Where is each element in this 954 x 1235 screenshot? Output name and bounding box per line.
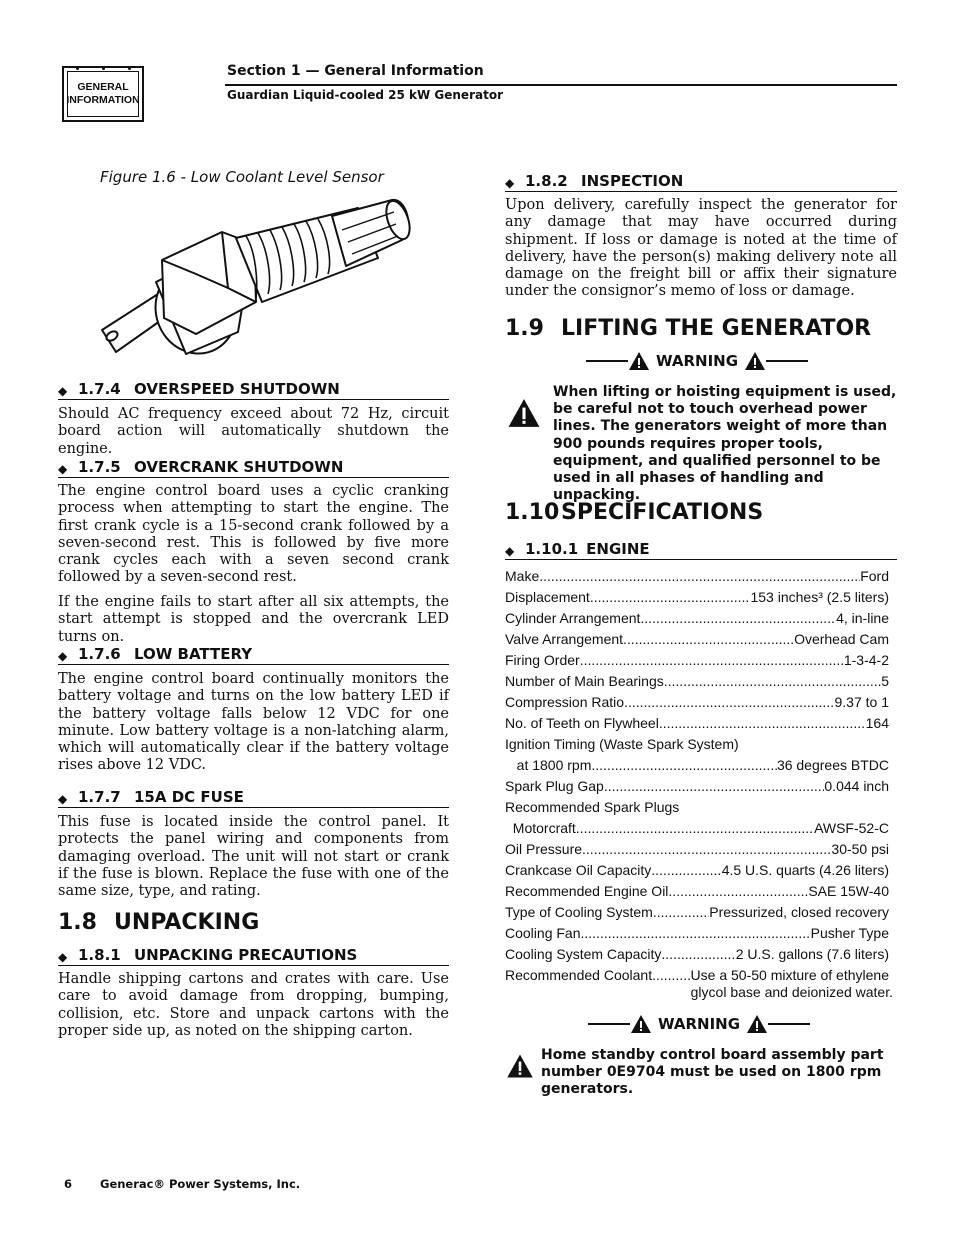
heading-1-8-2 [505, 170, 897, 192]
tab-label-line2: INFORMATION [66, 94, 140, 106]
warning-banner [586, 350, 808, 372]
section-title: ENGINE [586, 540, 650, 558]
spec-row [505, 839, 889, 860]
spec-row [505, 608, 889, 629]
spec-label: Make [505, 568, 540, 584]
spec-leader-dots [640, 608, 836, 629]
spec-value: 5 [881, 673, 889, 689]
spec-row [505, 734, 889, 755]
spec-value: 36 degrees BTDC [776, 757, 889, 773]
warning-triangle-icon [507, 396, 541, 430]
spec-label: Ignition Timing (Waste Spark System) [505, 736, 739, 752]
section-title: INSPECTION [581, 172, 684, 190]
diamond-bullet-icon: ◆ [505, 176, 515, 190]
section-number: 1.7.6 [78, 645, 121, 663]
section-title: OVERCRANK SHUTDOWN [134, 458, 344, 476]
spec-row [505, 860, 889, 881]
spec-label: Recommended Engine Oil [505, 883, 669, 899]
heading-1-10-1 [505, 538, 897, 560]
warning-banner [588, 1013, 810, 1035]
spec-value: 2 U.S. gallons (7.6 liters) [735, 946, 889, 962]
spec-label: Cooling System Capacity [505, 946, 662, 962]
section-title: LOW BATTERY [134, 645, 253, 663]
spec-leader-dots [582, 839, 831, 860]
warning-triangle-icon [746, 1014, 768, 1034]
sensor-illustration [96, 192, 416, 362]
section-number: 1.9 [505, 316, 544, 341]
spec-leader-dots [624, 692, 834, 713]
spec-row [505, 965, 889, 986]
spec-label: Cooling Fan [505, 925, 581, 941]
spec-row [505, 671, 889, 692]
spec-row [505, 797, 889, 818]
spec-label: Recommended Spark Plugs [505, 799, 680, 815]
spec-leader-dots [661, 944, 735, 965]
spec-row [505, 692, 889, 713]
section-number: 1.8.1 [78, 946, 121, 964]
spec-label: Recommended Coolant [505, 967, 653, 983]
header-rule [225, 84, 897, 86]
spec-value: 9.37 to 1 [834, 694, 889, 710]
spec-leader-dots [653, 902, 709, 923]
spec-label: Motorcraft [505, 820, 576, 836]
warning-rule [586, 360, 628, 362]
spec-row [505, 713, 889, 734]
section-number: 1.10 [505, 500, 560, 525]
warning-label: WARNING [658, 1015, 741, 1033]
section-number: 1.7.7 [78, 788, 121, 806]
spec-value: 164 [865, 715, 889, 731]
spec-value: 4, in-line [836, 610, 889, 626]
spec-label: Cylinder Arrangement [505, 610, 641, 626]
section-title: LIFTING THE GENERATOR [561, 316, 872, 341]
spec-row [505, 587, 889, 608]
heading-1-8 [58, 910, 259, 935]
spec-label: Valve Arrangement [505, 631, 624, 647]
paragraph-unpacking: Handle shipping cartons and crates with care. Use care to avoid damage from dropping, bumping, collision, etc. Store and unpack cartons with the proper side up, as noted on the shipping carton. [58, 971, 449, 1039]
section-number: 1.7.4 [78, 380, 121, 398]
warning-label: WARNING [656, 352, 739, 370]
spec-value: 1-3-4-2 [843, 652, 889, 668]
spec-leader-dots [580, 650, 844, 671]
section-title: UNPACKING [114, 910, 260, 935]
spec-row [505, 923, 889, 944]
warning-control-board-text: Home standby control board assembly part number 0E9704 must be used on 1800 rpm generators. [541, 1047, 884, 1098]
paragraph-dc-fuse: This fuse is located inside the control panel. It protects the panel wiring and components from damaging overload. The unit will not start or crank if the fuse is blown. Replace the fuse with one of the same size, type, and rating. [58, 814, 449, 900]
diamond-bullet-icon: ◆ [58, 462, 68, 476]
spec-row [505, 902, 889, 923]
section-number: 1.7.5 [78, 458, 121, 476]
diamond-bullet-icon: ◆ [58, 384, 68, 398]
spec-leader-dots [581, 923, 811, 944]
spec-value: 153 inches³ (2.5 liters) [750, 589, 889, 605]
section-title: Section 1 — General Information [227, 63, 484, 79]
tab-label-line1: GENERAL [77, 81, 129, 93]
spec-leader-dots [664, 671, 881, 692]
spec-row [505, 629, 889, 650]
spec-label: Crankcase Oil Capacity [505, 862, 652, 878]
spec-leader-dots [652, 965, 690, 986]
warning-triangle-icon [744, 351, 766, 371]
paragraph-inspection: Upon delivery, carefully inspect the generator for any damage that may have occurred during shipment. If loss or damage is noted at the time of delivery, have the person(s) making delivery note all damage on the freight bill or affix their signature under the consignor’s memo of loss or damage. [505, 197, 897, 300]
heading-1-10 [505, 500, 763, 525]
warning-lifting-text: When lifting or hoisting equipment is used, be careful not to touch overhead power lines. The generators weight of more than 900 pounds requires proper tools, equipment, and qualified personnel to be used in all phases of handling and unpacking. [553, 384, 897, 504]
tab-dot [76, 67, 79, 70]
spec-row [505, 755, 889, 776]
spec-value: Pressurized, closed recovery [709, 904, 889, 920]
tab-dot [102, 67, 105, 70]
heading-1-7-5 [58, 456, 449, 478]
paragraph-overcrank-2: If the engine fails to start after all six attempts, the start attempt is stopped and the overcrank LED turns on. [58, 594, 449, 645]
spec-value: Pusher Type [810, 925, 889, 941]
warning-triangle-icon [506, 1053, 534, 1079]
spec-leader-dots [651, 860, 721, 881]
spec-leader-dots [590, 587, 751, 608]
page-footer [64, 1177, 300, 1191]
warning-rule [766, 360, 808, 362]
spec-value: 30-50 psi [831, 841, 889, 857]
spec-value: Overhead Cam [794, 631, 889, 647]
spec-label: Oil Pressure [505, 841, 583, 857]
spec-leader-dots [539, 566, 860, 587]
diamond-bullet-icon: ◆ [58, 792, 68, 806]
spec-leader-dots [668, 881, 808, 902]
spec-leader-dots [623, 629, 794, 650]
heading-1-7-4 [58, 378, 449, 400]
section-number: 1.10.1 [525, 540, 579, 558]
page-number: 6 [64, 1177, 73, 1191]
spec-leader-dots [659, 713, 866, 734]
figure-caption: Figure 1.6 - Low Coolant Level Sensor [100, 168, 384, 186]
diamond-bullet-icon: ◆ [58, 950, 68, 964]
spec-label: at 1800 rpm [505, 757, 592, 773]
section-number: 1.8 [58, 910, 97, 935]
document-subtitle: Guardian Liquid-cooled 25 kW Generator [227, 88, 503, 102]
spec-label: Number of Main Bearings [505, 673, 664, 689]
heading-1-8-1 [58, 944, 449, 966]
spec-label: Type of Cooling System [505, 904, 653, 920]
spec-value: Use a 50-50 mixture of ethylene [690, 967, 889, 983]
spec-value: AWSF-52-C [814, 820, 889, 836]
spec-label: No. of Teeth on Flywheel [505, 715, 659, 731]
spec-row [505, 650, 889, 671]
paragraph-overspeed: Should AC frequency exceed about 72 Hz, circuit board action will automatically shutdown the engine. [58, 406, 449, 457]
section-tab [62, 66, 144, 122]
spec-label: Displacement [505, 589, 590, 605]
spec-label: Firing Order [505, 652, 580, 668]
section-title: SPECIFICATIONS [561, 500, 764, 525]
company-name: Generac® Power Systems, Inc. [100, 1177, 301, 1191]
warning-rule [768, 1023, 810, 1025]
spec-value: SAE 15W-40 [808, 883, 889, 899]
warning-triangle-icon [628, 351, 650, 371]
diamond-bullet-icon: ◆ [58, 649, 68, 663]
spec-row [505, 881, 889, 902]
spec-leader-dots [604, 776, 825, 797]
spec-value: Ford [860, 568, 889, 584]
spec-row [505, 566, 889, 587]
spec-label: Spark Plug Gap [505, 778, 604, 794]
section-title: 15A DC FUSE [134, 788, 244, 806]
spec-row [505, 818, 889, 839]
heading-1-9 [505, 316, 871, 341]
paragraph-overcrank-1: The engine control board uses a cyclic cranking process when attempting to start the engine. The first crank cycle is a 15-second crank followed by a seven-second rest. This is followed by five more crank cycles each with a seven second crank followed by a seven-second rest. [58, 483, 449, 586]
diamond-bullet-icon: ◆ [505, 544, 515, 558]
spec-value: 4.5 U.S. quarts (4.26 liters) [721, 862, 889, 878]
paragraph-low-battery: The engine control board continually monitors the battery voltage and turns on the low battery LED if the battery voltage falls below 12 VDC for one minute. Low battery voltage is a non-latching alarm, which will automatically clear if the battery voltage rises above 12 VDC. [58, 671, 449, 774]
warning-rule [588, 1023, 630, 1025]
warning-triangle-icon [630, 1014, 652, 1034]
spec-leader-dots [591, 755, 777, 776]
section-number: 1.8.2 [525, 172, 568, 190]
section-title: UNPACKING PRECAUTIONS [134, 946, 358, 964]
heading-1-7-7 [58, 786, 449, 808]
section-title: OVERSPEED SHUTDOWN [134, 380, 340, 398]
spec-leader-dots [576, 818, 814, 839]
heading-1-7-6 [58, 643, 449, 665]
spec-label: Compression Ratio [505, 694, 625, 710]
spec-row [505, 776, 889, 797]
tab-dot [128, 67, 131, 70]
spec-row [505, 944, 889, 965]
spec-value: 0.044 inch [824, 778, 889, 794]
coolant-continuation: glycol base and deionized water. [690, 984, 893, 1000]
